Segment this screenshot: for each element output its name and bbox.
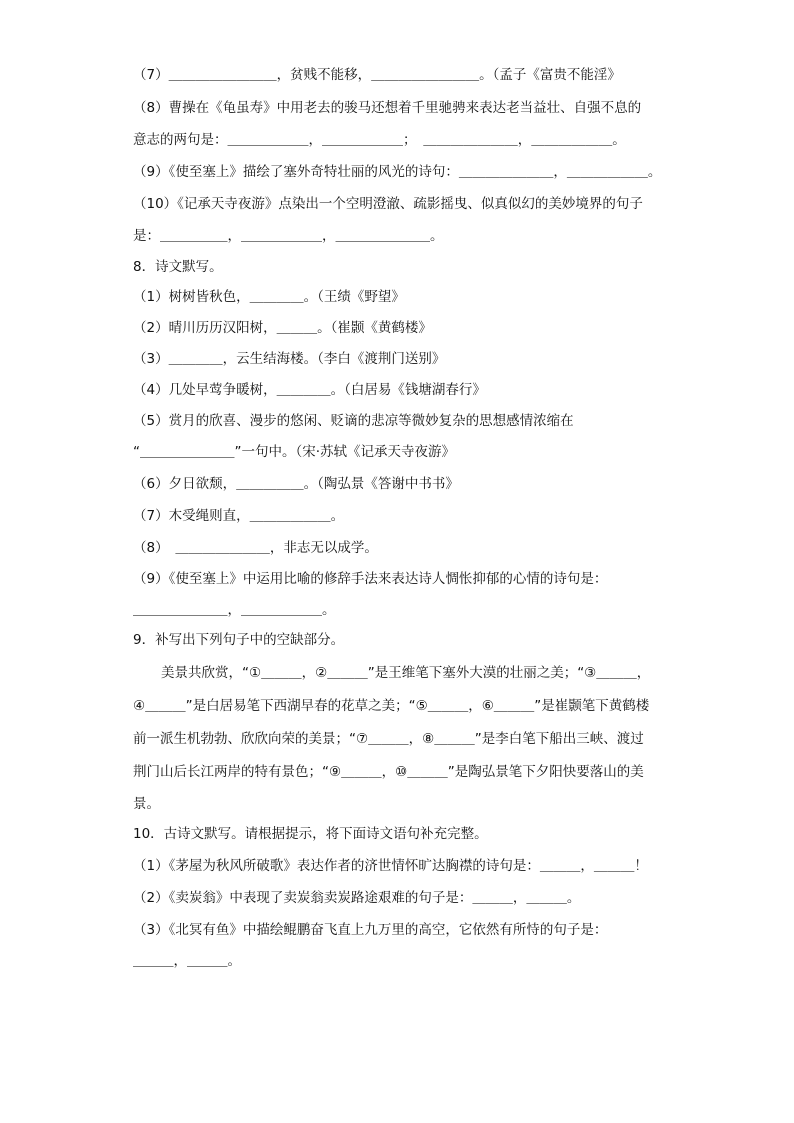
text-line: （3）《北冥有鱼》中描绘鲲鹏奋飞直上九万里的高空，它依然有所恃的句子是： [133,922,608,938]
text-line: 8．诗文默写。 [133,259,223,275]
text-line: ＿＿＿，＿＿＿。 [133,953,241,969]
text-line: （1）树树皆秋色，＿＿＿＿。（王绩《野望》 [133,289,405,305]
text-line: 荆门山后长江两岸的特有景色；“⑨＿＿＿，⑩＿＿＿”是陶弘景笔下夕阳快要落山的美 [133,764,644,780]
text-line: （9）《使至塞上》中运用比喻的修辞手法来表达诗人惆怅抑郁的心情的诗句是： [133,571,608,587]
text-line: （8） ＿＿＿＿＿＿＿，非志无以成学。 [133,540,378,556]
text-line: （8）曹操在《龟虽寿》中用老去的骏马还想着千里驰骋来表达老当益壮、自强不息的 [133,100,642,116]
text-line: （4）几处早莺争暖树，＿＿＿＿。（白居易《钱塘湖春行》 [133,382,486,398]
text-line: 是：＿＿＿＿＿，＿＿＿＿＿＿，＿＿＿＿＿＿＿。 [133,228,444,244]
text-line: （7）木受绳则直，＿＿＿＿＿＿。 [133,508,345,524]
text-line: （10）《记承天寺夜游》点染出一个空明澄澈、疏影摇曳、似真似幻的美妙境界的句子 [133,196,643,212]
text-line: （1）《茅屋为秋风所破歌》表达作者的济世情怀旷达胸襟的诗句是：＿＿＿，＿＿＿！ [133,858,648,874]
text-line: ＿＿＿＿＿＿＿，＿＿＿＿＿＿。 [133,602,336,618]
text-line: （5）赏月的欣喜、漫步的悠闲、贬谪的悲凉等微妙复杂的思想感情浓缩在 [133,413,574,429]
text-line: （2）《卖炭翁》中表现了卖炭翁卖炭路途艰难的句子是：＿＿＿，＿＿＿。 [133,890,581,906]
text-line: 10．古诗文默写。请根据提示，将下面诗文语句补充完整。 [133,826,488,842]
text-line: （7）＿＿＿＿＿＿＿＿，贫贱不能移，＿＿＿＿＿＿＿＿。（孟子《富贵不能淫》 [133,67,621,83]
text-line: 美景共欣赏，“①＿＿＿，②＿＿＿”是王维笔下塞外大漠的壮丽之美；“③＿＿＿， [161,665,651,681]
text-line: （9）《使至塞上》描绘了塞外奇特壮丽的风光的诗句：＿＿＿＿＿＿＿，＿＿＿＿＿＿。 [133,164,662,180]
text-line: 9．补写出下列句子中的空缺部分。 [133,632,345,648]
text-line: 景。 [133,796,160,812]
text-line: “＿＿＿＿＿＿＿”一句中。（宋·苏轼《记承天寺夜游》 [133,444,456,460]
text-line: 意志的两句是：＿＿＿＿＿＿，＿＿＿＿＿＿； ＿＿＿＿＿＿＿，＿＿＿＿＿＿。 [133,132,626,148]
text-line: （2）晴川历历汉阳树，＿＿＿。（崔颢《黄鹤楼》 [133,320,432,336]
text-line: ④＿＿＿”是白居易笔下西湖早春的花草之美；“⑤＿＿＿，⑥＿＿＿”是崔颢笔下黄鹤楼 [133,698,650,714]
text-line: 前一派生机勃勃、欣欣向荣的美景；“⑦＿＿＿，⑧＿＿＿”是李白笔下船出三峡、渡过 [133,731,644,747]
text-line: （6）夕日欲颓，＿＿＿＿＿。（陶弘景《答谢中书书》 [133,476,459,492]
text-line: （3）＿＿＿＿，云生结海楼。（李白《渡荆门送别》 [133,351,446,367]
